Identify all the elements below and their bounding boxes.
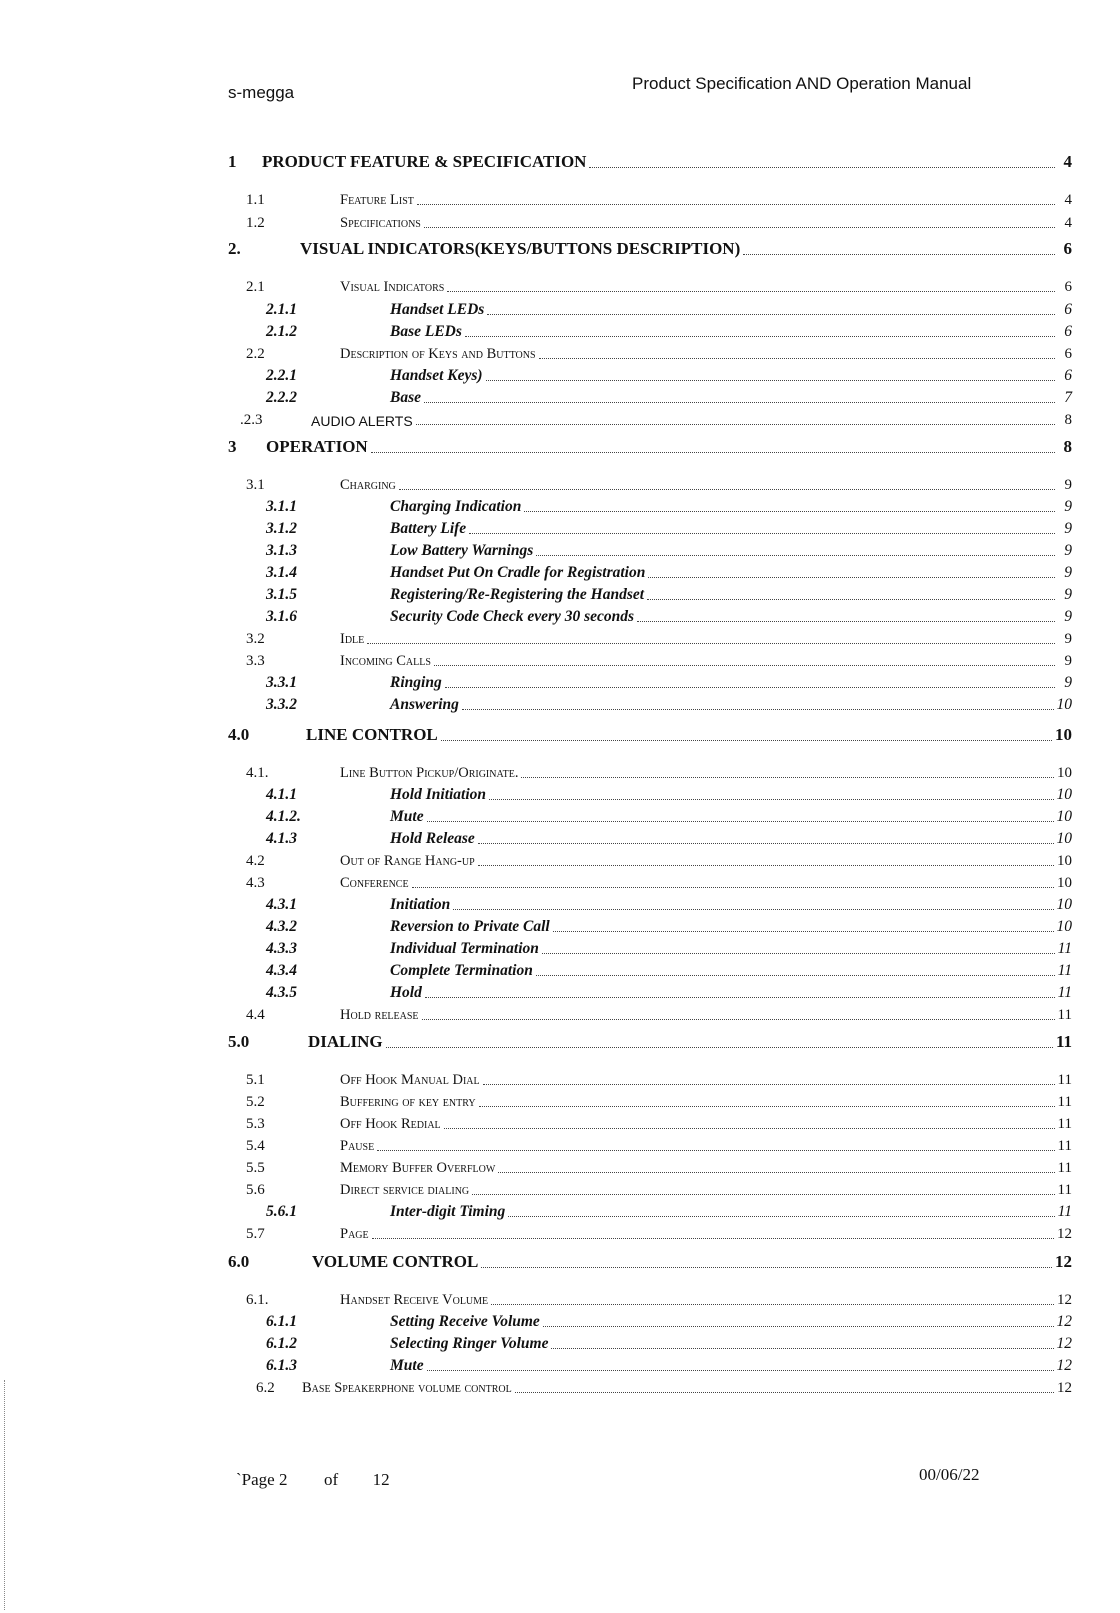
toc-entry-page: 12	[1057, 1226, 1072, 1242]
toc-dot-leader	[478, 865, 1054, 866]
toc-entry-title: Off Hook Redial	[340, 1116, 441, 1132]
toc-entry-number: 5.6	[246, 1182, 265, 1198]
toc-entry-title: Base Speakerphone volume control	[302, 1380, 512, 1396]
toc-entry-page: 9	[1064, 477, 1072, 493]
toc-dot-leader	[399, 489, 1055, 490]
toc-entry-number: 2.	[228, 239, 241, 258]
toc-dot-leader	[441, 740, 1052, 741]
toc-entry[interactable]	[0, 494, 1120, 516]
toc-entry-title: Charging	[340, 477, 396, 493]
toc-entry-title: Ringing	[390, 674, 442, 691]
toc-entry-title: PRODUCT FEATURE & SPECIFICATION	[262, 152, 587, 171]
toc-entry-page: 7	[1064, 389, 1072, 406]
toc-entry-page: 12	[1057, 1380, 1072, 1396]
toc-entry-title: Battery Life	[390, 520, 467, 537]
toc-dot-leader	[498, 1172, 1054, 1173]
toc-entry-title: Setting Receive Volume	[390, 1313, 540, 1330]
toc-entry[interactable]	[0, 516, 1120, 538]
toc-entry-title: Base LEDs	[390, 323, 462, 340]
toc-entry-number: 2.1	[246, 279, 265, 295]
toc-entry[interactable]	[0, 1177, 1120, 1199]
toc-entry[interactable]	[0, 582, 1120, 604]
toc-entry-number: 6.1.1	[266, 1313, 297, 1330]
toc-entry-title: Answering	[390, 696, 459, 713]
toc-entry[interactable]	[0, 848, 1120, 870]
toc-entry-number: 4.3.4	[266, 962, 297, 979]
toc-entry-title: Page	[340, 1226, 369, 1242]
toc-entry-page: 11	[1057, 1138, 1072, 1154]
toc-entry-title: Hold Release	[390, 830, 475, 847]
toc-entry-number: 1.1	[246, 192, 265, 208]
toc-entry-page: 11	[1057, 1203, 1072, 1220]
toc-dot-leader	[553, 931, 1054, 932]
toc-entry-page: 11	[1055, 1032, 1072, 1051]
toc-entry-number: 3.3.2	[266, 696, 297, 713]
toc-entry-title: Description of Keys and Buttons	[340, 346, 536, 362]
toc-entry-number: 4.3.2	[266, 918, 297, 935]
toc-entry-page: 9	[1064, 608, 1072, 625]
toc-entry[interactable]	[0, 1030, 1120, 1052]
toc-entry-number: 4.3.3	[266, 940, 297, 957]
toc-entry-title: VISUAL INDICATORS(KEYS/BUTTONS DESCRIPTION)	[300, 239, 741, 258]
toc-entry[interactable]	[0, 472, 1120, 494]
toc-dot-leader	[543, 1326, 1054, 1327]
toc-entry[interactable]	[0, 1331, 1120, 1353]
toc-dot-leader	[483, 1084, 1055, 1085]
toc-entry-number: 5.4	[246, 1138, 265, 1154]
toc-entry-page: 8	[1064, 412, 1072, 428]
toc-dot-leader	[377, 1150, 1054, 1151]
toc-entry[interactable]	[0, 1375, 1120, 1397]
toc-entry-page: 10	[1057, 875, 1072, 891]
toc-entry-title: Handset Put On Cradle for Registration	[390, 564, 646, 581]
toc-entry-page: 9	[1064, 564, 1072, 581]
toc-entry[interactable]	[0, 958, 1120, 980]
toc-dot-leader	[521, 777, 1054, 778]
toc-entry-page: 11	[1057, 1116, 1072, 1132]
toc-entry-number: 4.0	[228, 725, 250, 744]
toc-entry[interactable]	[0, 782, 1120, 804]
toc-entry-title: Individual Termination	[390, 940, 539, 957]
toc-dot-leader	[424, 402, 1055, 403]
toc-dot-leader	[462, 709, 1054, 710]
toc-entry-title: Visual Indicators	[340, 279, 445, 295]
toc-entry-title: Idle	[340, 631, 365, 647]
toc-entry[interactable]	[0, 914, 1120, 936]
toc-entry-title: Off Hook Manual Dial	[340, 1072, 480, 1088]
toc-entry[interactable]	[0, 826, 1120, 848]
toc-entry-number: 3.1.2	[266, 520, 297, 537]
toc-entry-title: Complete Termination	[390, 962, 533, 979]
toc-entry-page: 4	[1063, 152, 1072, 171]
footer-page-info	[236, 1470, 390, 1490]
toc-entry-page: 6	[1064, 367, 1072, 384]
toc-entry[interactable]	[0, 274, 1120, 296]
toc-entry[interactable]	[0, 1287, 1120, 1309]
toc-entry-number: 2.2.2	[266, 389, 297, 406]
toc-entry[interactable]	[0, 980, 1120, 1002]
toc-entry-page: 10	[1056, 786, 1072, 803]
toc-dot-leader	[465, 336, 1055, 337]
toc-dot-leader	[524, 511, 1055, 512]
toc-entry[interactable]	[0, 892, 1120, 914]
toc-entry-page: 10	[1056, 896, 1072, 913]
toc-entry-page: 10	[1056, 696, 1072, 713]
toc-entry-number: 2.2	[246, 346, 265, 362]
toc-entry-page: 6	[1064, 323, 1072, 340]
toc-entry-title: Hold Initiation	[390, 786, 487, 803]
toc-entry-number: 6.2	[256, 1380, 275, 1396]
toc-entry-page: 11	[1057, 1160, 1072, 1176]
toc-dot-leader	[371, 452, 1055, 453]
toc-dot-leader	[508, 1216, 1054, 1217]
toc-dot-leader	[589, 167, 1055, 168]
toc-entry-title: Hold	[390, 984, 422, 1001]
toc-entry-number: 1	[228, 152, 237, 171]
toc-dot-leader	[427, 821, 1054, 822]
toc-entry-number: 2.1.1	[266, 301, 297, 318]
toc-entry-page: 11	[1057, 962, 1072, 979]
toc-entry-page: 11	[1057, 1182, 1072, 1198]
scan-edge-mark	[4, 1380, 6, 1610]
toc-entry-number: 4.2	[246, 853, 265, 869]
toc-entry-page: 10	[1057, 853, 1072, 869]
toc-entry-number: 3.1.4	[266, 564, 297, 581]
toc-entry-number: .2.3	[240, 412, 263, 428]
toc-entry[interactable]	[0, 1221, 1120, 1243]
toc-entry-number: 3.2	[246, 631, 265, 647]
toc-entry[interactable]	[0, 150, 1120, 172]
toc-entry[interactable]	[0, 723, 1120, 745]
toc-entry[interactable]	[0, 936, 1120, 958]
toc-entry-page: 12	[1056, 1313, 1072, 1330]
toc-entry-page: 12	[1055, 1252, 1072, 1271]
toc-entry-number: 5.6.1	[266, 1203, 297, 1220]
toc-entry[interactable]	[0, 648, 1120, 670]
toc-entry-page: 9	[1064, 674, 1072, 691]
toc-entry-title: Low Battery Warnings	[390, 542, 534, 559]
toc-entry[interactable]	[0, 297, 1120, 319]
toc-entry-number: 5.5	[246, 1160, 265, 1176]
toc-entry[interactable]	[0, 341, 1120, 363]
toc-entry[interactable]	[0, 670, 1120, 692]
toc-entry-title: Inter-digit Timing	[390, 1203, 506, 1220]
toc-entry-number: 3.1.6	[266, 608, 297, 625]
toc-entry-number: 6.1.2	[266, 1335, 297, 1352]
toc-entry-title: OPERATION	[266, 437, 368, 456]
toc-entry-page: 11	[1057, 984, 1072, 1001]
toc-entry-title: Out of Range Hang-up	[340, 853, 475, 869]
toc-entry[interactable]	[0, 760, 1120, 782]
toc-entry-title: Handset LEDs	[390, 301, 485, 318]
toc-entry-title: Handset Keys)	[390, 367, 483, 384]
toc-entry-title: Initiation	[390, 896, 451, 913]
toc-entry-title: Incoming Calls	[340, 653, 431, 669]
toc-dot-leader	[647, 599, 1055, 600]
toc-dot-leader	[417, 204, 1055, 205]
toc-entry[interactable]	[0, 1199, 1120, 1221]
toc-entry-page: 10	[1056, 830, 1072, 847]
toc-entry[interactable]	[0, 604, 1120, 626]
toc-entry-title: Mute	[390, 808, 424, 825]
toc-dot-leader	[447, 291, 1055, 292]
toc-entry[interactable]	[0, 692, 1120, 714]
toc-entry-title: Line Button Pickup/Originate.	[340, 765, 519, 781]
toc-dot-leader	[372, 1238, 1054, 1239]
toc-entry-page: 6	[1064, 301, 1072, 318]
toc-entry-page: 6	[1063, 239, 1072, 258]
toc-entry-number: 4.1.3	[266, 830, 297, 847]
toc-dot-leader	[434, 665, 1055, 666]
toc-entry-number: 1.2	[246, 215, 265, 231]
toc-entry-number: 5.2	[246, 1094, 265, 1110]
toc-dot-leader	[487, 314, 1055, 315]
footer-total-pages: 12	[372, 1470, 390, 1489]
toc-entry-title: Reversion to Private Call	[390, 918, 550, 935]
toc-entry-title: Hold release	[340, 1007, 419, 1023]
toc-entry-page: 8	[1063, 437, 1072, 456]
toc-dot-leader	[424, 227, 1055, 228]
toc-entry-number: 4.1.1	[266, 786, 297, 803]
toc-entry[interactable]	[0, 363, 1120, 385]
toc-dot-leader	[386, 1047, 1053, 1048]
toc-entry-number: 5.1	[246, 1072, 265, 1088]
toc-entry-title: VOLUME CONTROL	[312, 1252, 479, 1271]
toc-entry-page: 11	[1057, 1094, 1072, 1110]
toc-dot-leader	[515, 1392, 1054, 1393]
toc-entry-number: 4.3.5	[266, 984, 297, 1001]
toc-entry[interactable]	[0, 210, 1120, 232]
toc-entry-number: 6.1.	[246, 1292, 269, 1308]
toc-entry-page: 12	[1057, 1292, 1072, 1308]
toc-dot-leader	[551, 1348, 1053, 1349]
toc-entry-number: 4.1.	[246, 765, 269, 781]
toc-entry-title: AUDIO ALERTS	[311, 413, 413, 429]
toc-entry-page: 9	[1064, 653, 1072, 669]
toc-dot-leader	[539, 358, 1056, 359]
toc-entry[interactable]	[0, 1111, 1120, 1133]
toc-dot-leader	[367, 643, 1055, 644]
toc-entry-page: 4	[1064, 215, 1072, 231]
toc-entry-page: 6	[1064, 279, 1072, 295]
toc-entry-number: 3.1	[246, 477, 265, 493]
toc-entry-title: Selecting Ringer Volume	[390, 1335, 549, 1352]
toc-dot-leader	[416, 424, 1055, 425]
toc-entry-page: 9	[1064, 498, 1072, 515]
toc-entry[interactable]	[0, 1133, 1120, 1155]
toc-dot-leader	[425, 997, 1055, 998]
toc-dot-leader	[481, 1267, 1052, 1268]
toc-entry-number: 5.0	[228, 1032, 250, 1051]
toc-entry-number: 2.2.1	[266, 367, 297, 384]
toc-entry-page: 12	[1056, 1357, 1072, 1374]
toc-entry-number: 3.1.5	[266, 586, 297, 603]
footer-page-label: `Page 2	[236, 1470, 288, 1489]
footer-of-label: of	[323, 1470, 339, 1489]
toc-dot-leader	[469, 533, 1055, 534]
toc-entry[interactable]	[0, 435, 1120, 457]
toc-dot-leader	[486, 380, 1055, 381]
toc-entry-page: 11	[1057, 940, 1072, 957]
toc-entry-number: 4.4	[246, 1007, 265, 1023]
toc-entry-number: 3.3	[246, 653, 265, 669]
toc-entry[interactable]	[0, 1250, 1120, 1272]
toc-dot-leader	[648, 577, 1055, 578]
toc-entry-page: 10	[1056, 918, 1072, 935]
toc-dot-leader	[536, 975, 1055, 976]
toc-dot-leader	[542, 953, 1055, 954]
toc-entry[interactable]	[0, 187, 1120, 209]
toc-entry-number: 3.3.1	[266, 674, 297, 691]
toc-entry[interactable]	[0, 237, 1120, 259]
toc-entry[interactable]	[0, 870, 1120, 892]
toc-entry[interactable]	[0, 1353, 1120, 1375]
toc-entry-number: 6.0	[228, 1252, 250, 1271]
toc-dot-leader	[489, 799, 1053, 800]
toc-entry-page: 10	[1057, 765, 1072, 781]
toc-entry[interactable]	[0, 560, 1120, 582]
toc-entry[interactable]	[0, 626, 1120, 648]
toc-entry-number: 4.3.1	[266, 896, 297, 913]
toc-entry-title: DIALING	[308, 1032, 383, 1051]
toc-dot-leader	[444, 1128, 1055, 1129]
toc-dot-leader	[453, 909, 1053, 910]
toc-entry-number: 2.1.2	[266, 323, 297, 340]
toc-entry[interactable]	[0, 538, 1120, 560]
toc-entry-page: 11	[1057, 1072, 1072, 1088]
toc-dot-leader	[422, 1019, 1055, 1020]
toc-entry-title: Handset Receive Volume	[340, 1292, 489, 1308]
toc-entry-page: 11	[1057, 1007, 1072, 1023]
toc-entry-title: Conference	[340, 875, 409, 891]
toc-entry[interactable]	[0, 1089, 1120, 1111]
toc-entry-title: Registering/Re-Registering the Handset	[390, 586, 645, 603]
toc-entry[interactable]	[0, 804, 1120, 826]
toc-dot-leader	[743, 254, 1055, 255]
toc-entry[interactable]	[0, 319, 1120, 341]
toc-dot-leader	[427, 1370, 1054, 1371]
toc-dot-leader	[412, 887, 1054, 888]
toc-dot-leader	[478, 843, 1054, 844]
toc-entry[interactable]	[0, 1309, 1120, 1331]
toc-entry-page: 9	[1064, 520, 1072, 537]
toc-entry-page: 10	[1055, 725, 1072, 744]
toc-entry-title: Feature List	[340, 192, 414, 208]
toc-entry-page: 12	[1056, 1335, 1072, 1352]
toc-dot-leader	[479, 1106, 1055, 1107]
toc-entry-title: Direct service dialing	[340, 1182, 470, 1198]
toc-entry-title: Pause	[340, 1138, 375, 1154]
toc-dot-leader	[472, 1194, 1054, 1195]
toc-entry-title: Buffering of key entry	[340, 1094, 476, 1110]
toc-entry-number: 3.1.3	[266, 542, 297, 559]
toc-entry-number: 5.7	[246, 1226, 265, 1242]
toc-entry[interactable]	[0, 407, 1120, 429]
toc-entry[interactable]	[0, 1002, 1120, 1024]
toc-entry-page: 10	[1056, 808, 1072, 825]
toc-entry-page: 9	[1064, 542, 1072, 559]
toc-entry-page: 9	[1064, 586, 1072, 603]
toc-entry-title: Memory Buffer Overflow	[340, 1160, 496, 1176]
header-left: s-megga	[228, 83, 295, 102]
toc-entry-title: Specifications	[340, 215, 421, 231]
toc-dot-leader	[445, 687, 1055, 688]
header-right: Product Specification AND Operation Manual	[632, 74, 972, 93]
toc-entry-page: 4	[1064, 192, 1072, 208]
toc-entry-number: 4.1.2.	[266, 808, 301, 825]
toc-entry-page: 9	[1064, 631, 1072, 647]
toc-entry-title: Base	[390, 389, 421, 406]
toc-entry-number: 3	[228, 437, 237, 456]
toc-entry-number: 5.3	[246, 1116, 265, 1132]
toc-entry[interactable]	[0, 1155, 1120, 1177]
toc-entry-number: 3.1.1	[266, 498, 297, 515]
toc-dot-leader	[637, 621, 1055, 622]
toc-entry-number: 4.3	[246, 875, 265, 891]
toc-entry-page: 6	[1064, 346, 1072, 362]
toc-entry-title: Charging Indication	[390, 498, 522, 515]
toc-entry-title: Mute	[390, 1357, 424, 1374]
toc-entry[interactable]	[0, 385, 1120, 407]
toc-entry-title: LINE CONTROL	[306, 725, 438, 744]
toc-entry-number: 6.1.3	[266, 1357, 297, 1374]
toc-entry-title: Security Code Check every 30 seconds	[390, 608, 635, 625]
toc-dot-leader	[491, 1304, 1054, 1305]
toc-entry[interactable]	[0, 1067, 1120, 1089]
footer-date: 00/06/22	[919, 1465, 980, 1484]
toc-dot-leader	[536, 555, 1055, 556]
